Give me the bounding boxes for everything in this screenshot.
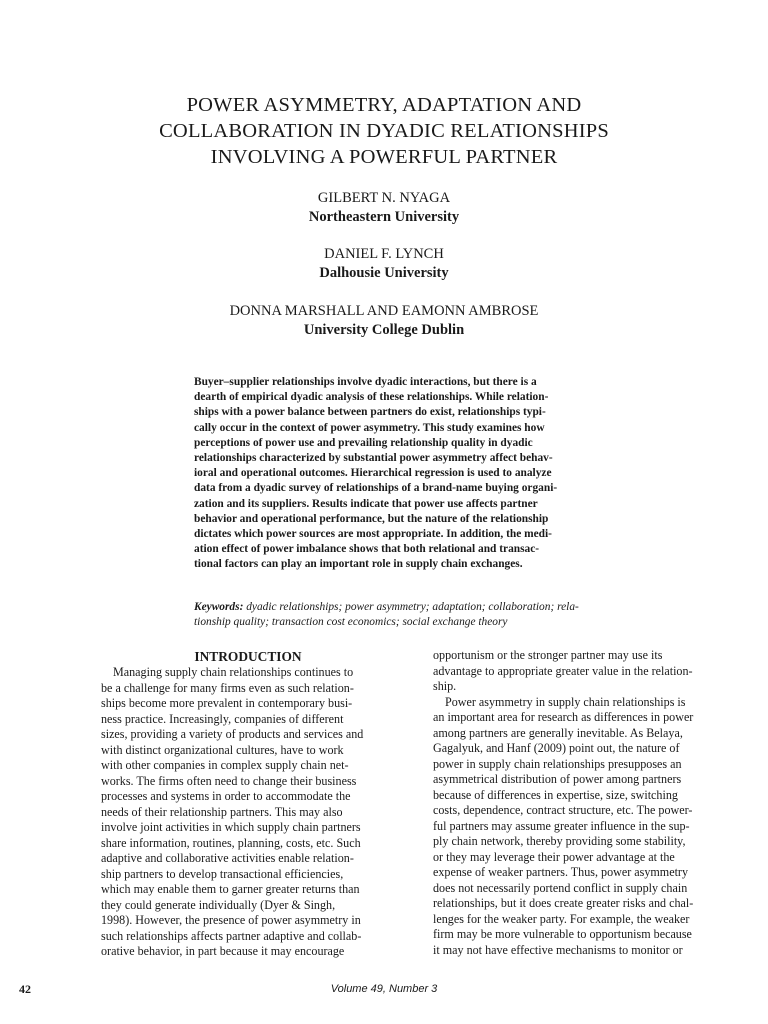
abstract-line: cally occur in the context of power asymmetry. This study examines how xyxy=(194,421,545,434)
body-line: ply chain network, thereby providing some stability, xyxy=(433,834,686,848)
body-line: involve joint activities in which supply chain partners xyxy=(101,820,361,834)
abstract xyxy=(194,375,634,573)
body-line: expense of weaker partners. Thus, power asymmetry xyxy=(433,865,689,879)
keywords-label: Keywords: xyxy=(194,601,244,613)
abstract-line: ation effect of power imbalance shows that both relational and transac- xyxy=(194,543,540,556)
body-line: with distinct organizational cultures, have to work xyxy=(101,742,344,757)
abstract-line: ioral and operational outcomes. Hierarchical regression is used to analyze xyxy=(194,467,552,480)
author-affiliation: Northeastern University xyxy=(308,209,460,225)
author-name: DONNA MARSHALL AND EAMONN AMBROSE xyxy=(229,303,539,319)
body-line: ness practice. Increasingly, companies of different xyxy=(101,711,344,726)
section-heading: INTRODUCTION xyxy=(194,649,302,664)
author-affiliation: Dalhousie University xyxy=(319,265,449,281)
author-name: DANIEL F. LYNCH xyxy=(324,246,444,262)
body-line: ship partners to develop transactional efficiencies, xyxy=(101,866,344,881)
abstract-line: tional factors can play an important role in supply chain exchanges. xyxy=(194,558,523,571)
body-line: ships become more prevalent in contemporary busi- xyxy=(101,696,353,710)
body-line: be a challenge for many firms even as such relation- xyxy=(101,680,354,695)
abstract-line: behavior and operational performance, but the nature of the relationship xyxy=(194,512,549,525)
abstract-line: data from a dyadic survey of relationships of a brand-name buying organi- xyxy=(194,482,558,495)
body-line: such relationships affects partner adaptive and collab- xyxy=(101,928,362,943)
keywords-line xyxy=(194,600,634,615)
author-name: GILBERT N. NYAGA xyxy=(317,190,451,206)
article-title xyxy=(0,92,768,170)
keywords xyxy=(194,600,634,630)
body-line: lenges for the weaker party. For example, the weaker xyxy=(433,911,690,926)
body-line: works. The firms often need to change their business xyxy=(101,773,357,788)
author-affiliation: University College Dublin xyxy=(303,322,465,338)
abstract-line: Buyer–supplier relationships involve dyadic interactions, but there is a xyxy=(194,376,537,388)
body-line: advantage to appropriate greater value in the relation- xyxy=(433,663,693,678)
body-line: share information, routines, planning, costs, etc. Such xyxy=(101,835,361,850)
author-block xyxy=(0,245,768,283)
abstract-line: ships with a power balance between partners do exist, relationships typi- xyxy=(194,406,546,419)
body-line: Power asymmetry in supply chain relationships is xyxy=(445,694,686,709)
journal-issue: Volume 49, Number 3 xyxy=(330,983,438,995)
body-line: which may enable them to garner greater returns than xyxy=(101,882,360,896)
title-line: INVOLVING A POWERFUL PARTNER xyxy=(210,146,558,168)
keywords-text: dyadic relationships; power asymmetry; adaptation; collaboration; rela- xyxy=(243,601,579,613)
body-line: because of differences in expertise, size, switching xyxy=(433,787,678,802)
body-column-right xyxy=(433,648,727,958)
body-line: asymmetrical distribution of power among partners xyxy=(433,772,682,786)
body-line: ship. xyxy=(433,679,457,693)
page-number: 42 xyxy=(19,982,31,996)
body-line: firm may be more vulnerable to opportunism because xyxy=(433,927,692,941)
body-line: Gagalyuk, and Hanf (2009) point out, the nature of xyxy=(433,741,680,755)
abstract-line: dictates which power sources are most appropriate. In addition, the medi- xyxy=(194,528,552,541)
keywords-line: tionship quality; transaction cost economics; social exchange theory xyxy=(194,616,508,629)
body-line: ful partners may assume greater influence in the sup- xyxy=(433,818,690,833)
author-block xyxy=(0,302,768,340)
body-line: or they may leverage their power advantage at the xyxy=(433,849,675,864)
body-line: needs of their relationship partners. This may also xyxy=(101,804,343,819)
body-line: adaptive and collaborative activities enable relation- xyxy=(101,851,354,865)
body-line: power in supply chain relationships presupposes an xyxy=(433,756,682,771)
abstract-line: dearth of empirical dyadic analysis of these relationships. While relation- xyxy=(194,391,549,404)
body-line: sizes, providing a variety of products and services and xyxy=(101,727,364,741)
body-column-left xyxy=(101,648,395,960)
body-line: they could generate individually (Dyer & Singh, xyxy=(101,897,336,912)
body-line: processes and systems in order to accommodate the xyxy=(101,789,351,803)
body-line: relationships, but it does create greater risks and chal- xyxy=(433,896,694,910)
body-line: costs, dependence, contract structure, etc. The power- xyxy=(433,803,693,817)
body-line: Managing supply chain relationships continues to xyxy=(113,665,354,679)
abstract-line: zation and its suppliers. Results indicate that power use affects partner xyxy=(194,497,538,510)
title-line: POWER ASYMMETRY, ADAPTATION AND xyxy=(186,94,582,116)
abstract-line: perceptions of power use and prevailing relationship quality in dyadic xyxy=(194,436,533,449)
body-line: with other companies in complex supply chain net- xyxy=(101,758,349,772)
body-line: an important area for research as differences in power xyxy=(433,710,694,724)
body-line: among partners are generally inevitable. As Belaya, xyxy=(433,725,683,740)
abstract-line: relationships characterized by substantial power asymmetry affect behav- xyxy=(194,452,553,465)
author-block xyxy=(0,189,768,227)
body-line: it may not have effective mechanisms to monitor or xyxy=(433,942,683,957)
title-line: COLLABORATION IN DYADIC RELATIONSHIPS xyxy=(159,120,609,142)
body-line: orative behavior, in part because it may encourage xyxy=(101,944,345,958)
body-line: 1998). However, the presence of power asymmetry in xyxy=(101,913,361,927)
body-line: does not necessarily portend conflict in supply chain xyxy=(433,880,688,895)
body-line: opportunism or the stronger partner may use its xyxy=(433,648,663,662)
